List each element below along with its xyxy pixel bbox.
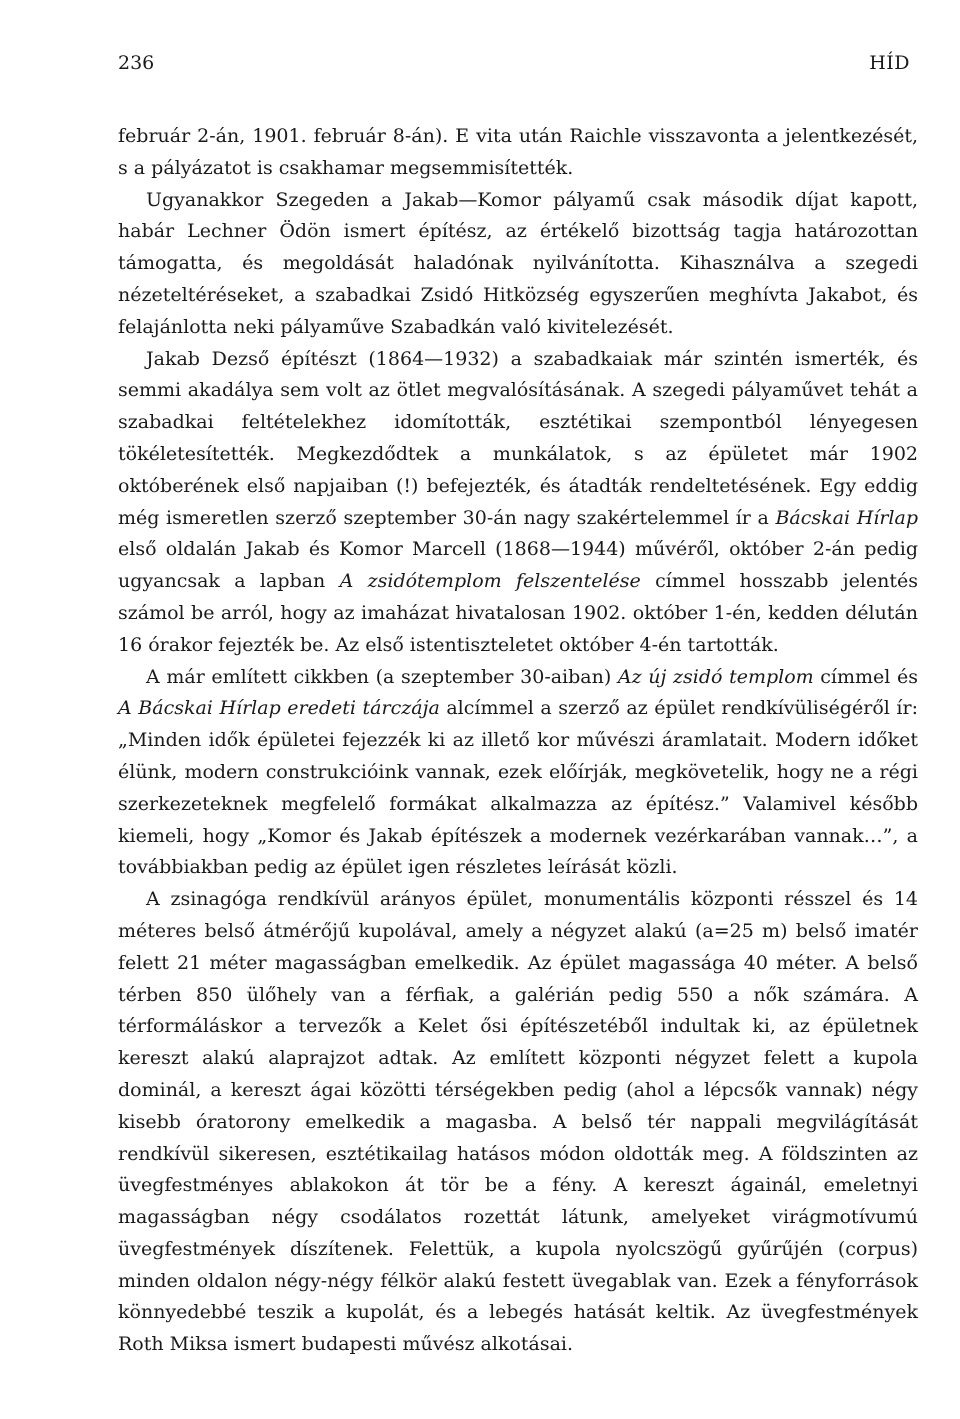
running-header [118, 52, 910, 82]
text-run: A zsinagóga rendkívül arányos épület, monumentális központi résszel és 14 méteres belső átmérőjű kupolával, amely a négyzet alakú (a=25 m) belső imatér felett 21 méter magasságban emelkedik. Az épület magassága 40 méter. A belső térben 850 ülőhely van a férfiak, a galérián pedig 550 a nők számára. A térformáláskor a tervezők a Kelet ősi építészetéből indultak ki, az épületnek kereszt alakú alaprajzot adtak. Az említett központi négyzet felett a kupola dominál, a kereszt ágai közötti térségekben pedig (ahol a lépcsők vannak) négy kisebb óratorony emelkedik a magasba. A belső tér nappali megvilágítását rendkívül sikeresen, esztétikailag hatásos módon oldották meg. A földszinten az üvegfestményes ablakokon át tör be a fény. A kereszt ágainál, emeletnyi magasságban négy csodálatos rozettát látunk, amelyeket virágmotívumú üvegfestmények díszítenek. Felettük, a kupola nyolcszögű gyűrűjén (corpus) minden oldalon négy-négy félkör alakú festett üvegablak van. Ezek a fényforrások könnyedebbé teszik a kupolát, és a lebegés hatását keltik. Az üvegfestmények Roth Miksa ismert budapesti művész alkotásai. [118, 888, 918, 1356]
text-run: Jakab Dezső építészt (1864—1932) a szabadkaiak már szintén ismerték, és semmi akadálya sem volt az ötlet megvalósításának. A szegedi pályaművet tehát a szabadkai feltételekhez idomították, esztétikai szempontból lényegesen tökéletesítették. Megkezdődtek a munkálatok, s az épületet már 1902 októberének első napjaiban (!) befejezték, és átadták rendeltetésének. Egy eddig még ismeretlen szerző szeptember 30-án nagy szakértelemmel ír a [118, 347, 918, 529]
italic-title: Az új zsidó templom [617, 665, 814, 688]
page-number: 236 [118, 52, 155, 74]
italic-title: Bácskai Hírlap [775, 506, 919, 529]
italic-title: A zsidótemplom felszentelése [339, 570, 641, 593]
paragraph [118, 185, 918, 344]
paragraph [118, 121, 918, 185]
journal-name: HÍD [869, 52, 910, 74]
body-text [118, 121, 918, 1361]
paragraph [118, 884, 918, 1361]
text-run: alcímmel a szerző az épület rendkívüliségéről ír: „Minden idők épületei fejezzék ki az illető kor művészi áramlatait. Modern időket élünk, modern construkcióink vannak, ezek előírják, megkövetelik, hogy ne a régi szerkezeteknek megfelelő formákat alkalmazza az építész.” Valamivel később kiemeli, hogy „Komor és Jakab építészek a modernek vezérkarában vannak…”, a továbbiakban pedig az épület igen részletes leírását közli. [118, 697, 918, 879]
text-run: első oldalán Jakab és Komor Marcell (1868—1944) művéről, október 2-án pedig ugyancsak a lapban [118, 538, 918, 593]
italic-title: A Bácskai Hírlap eredeti tárczája [118, 697, 440, 720]
text-run: Ugyanakkor Szegeden a Jakab—Komor pályamű csak második díjat kapott, habár Lechner Ödön ismert építész, az értékelő bizottság tagja határozottan támogatta, és megoldását haladónak nyilvánította. Kihasználva a szegedi nézeteltéréseket, a szabadkai Zsidó Hitközség egyszerűen meghívta Jakabot, és felajánlotta neki pályaműve Szabadkán való kivitelezését. [118, 188, 918, 338]
text-run: A már említett cikkben (a szeptember 30-aiban) [146, 665, 618, 688]
text-run: címmel és [813, 665, 918, 688]
text-run: február 2-án, 1901. február 8-án). E vita után Raichle visszavonta a jelentkezését, s a pályázatot is csakhamar megsemmisítették. [118, 125, 918, 179]
paragraph [118, 344, 918, 662]
text-run: címmel hosszabb jelentés számol be arról, hogy az imaházat hivatalosan 1902. október 1-én, kedden délután 16 órakor fejezték be. Az első istentiszteletet október 4-én tartották. [118, 570, 919, 656]
paragraph [118, 662, 918, 885]
